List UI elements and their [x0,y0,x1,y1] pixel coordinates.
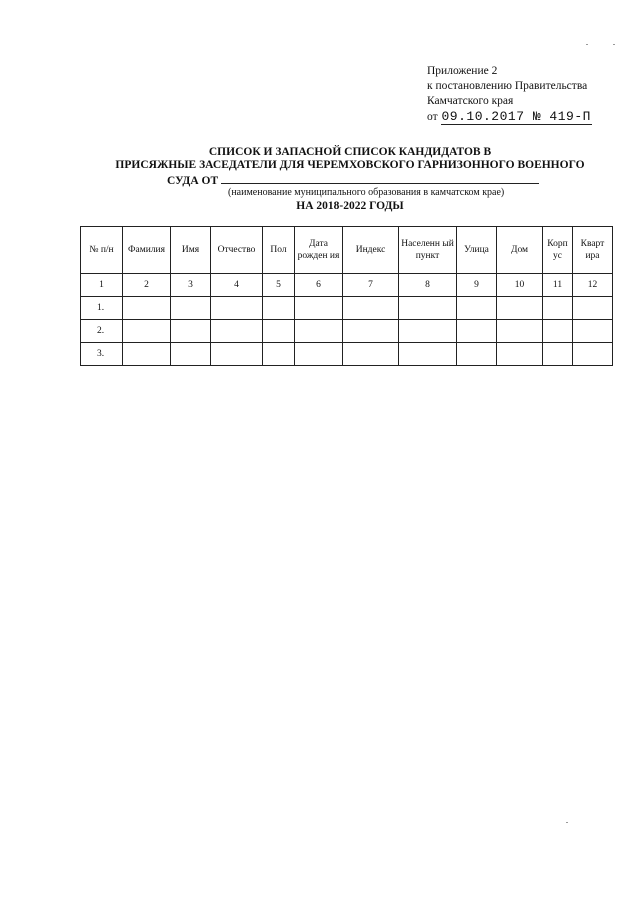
empty-cell [343,343,399,366]
header-cell: Дом [497,227,543,274]
column-number: 2 [123,274,171,297]
column-number-row [81,274,613,297]
appendix-block [427,64,592,125]
empty-cell [399,320,457,343]
empty-cell [543,320,573,343]
header-cell: Улица [457,227,497,274]
header-row [81,227,613,274]
municipality-note: (наименование муниципального образования в камчатском крае) [228,187,505,198]
column-number: 11 [543,274,573,297]
appendix-resolution: к постановлению Правительства [427,80,588,92]
column-number: 4 [211,274,263,297]
scan-speck [586,44,588,45]
empty-cell [343,320,399,343]
header-cell: Кварт ира [573,227,613,274]
empty-cell [295,343,343,366]
empty-cell [573,343,613,366]
document-title [80,146,620,172]
row-number: 3. [81,343,123,366]
empty-cell [171,297,211,320]
appendix-date-line [427,109,592,125]
date-prefix: от [427,111,438,123]
column-number: 8 [399,274,457,297]
column-number: 5 [263,274,295,297]
empty-cell [457,320,497,343]
empty-cell [497,320,543,343]
empty-cell [343,297,399,320]
table-row [81,297,613,320]
empty-cell [211,297,263,320]
header-cell: Имя [171,227,211,274]
header-cell: Пол [263,227,295,274]
empty-cell [171,320,211,343]
empty-cell [295,297,343,320]
header-cell: Индекс [343,227,399,274]
header-cell: Дата рожден ия [295,227,343,274]
column-number: 1 [81,274,123,297]
empty-cell [573,320,613,343]
empty-cell [399,343,457,366]
empty-cell [171,343,211,366]
empty-cell [543,343,573,366]
empty-cell [543,297,573,320]
header-cell: Отчество [211,227,263,274]
empty-cell [123,320,171,343]
scan-speck [566,822,568,823]
court-line [167,172,539,187]
resolution-date: 09.10.2017 № 419-П [441,109,591,124]
appendix-region: Камчатского края [427,95,514,107]
column-number: 3 [171,274,211,297]
empty-cell [263,343,295,366]
row-number: 2. [81,320,123,343]
empty-cell [497,343,543,366]
header-cell: № п/н [81,227,123,274]
empty-cell [263,320,295,343]
header-cell: Населенн ый пункт [399,227,457,274]
candidates-table [80,226,613,366]
empty-cell [497,297,543,320]
empty-cell [457,343,497,366]
header-cell: Фамилия [123,227,171,274]
column-number: 7 [343,274,399,297]
title-line-1: СПИСОК И ЗАПАСНОЙ СПИСОК КАНДИДАТОВ В [208,146,492,158]
empty-cell [573,297,613,320]
empty-cell [211,320,263,343]
appendix-title: Приложение 2 [427,65,498,77]
column-number: 9 [457,274,497,297]
empty-cell [399,297,457,320]
title-line-2: ПРИСЯЖНЫЕ ЗАСЕДАТЕЛИ ДЛЯ ЧЕРЕМХОВСКОГО ГАРНИЗОННОГО ВОЕННОГО [115,159,585,171]
scan-speck [613,44,615,45]
empty-cell [123,297,171,320]
years-heading: НА 2018-2022 ГОДЫ [296,200,404,212]
municipality-blank [221,172,539,184]
table-row [81,343,613,366]
column-number: 10 [497,274,543,297]
empty-cell [295,320,343,343]
column-number: 12 [573,274,613,297]
court-prefix: СУДА ОТ [167,175,219,187]
header-cell: Корп ус [543,227,573,274]
row-number: 1. [81,297,123,320]
empty-cell [123,343,171,366]
empty-cell [211,343,263,366]
empty-cell [457,297,497,320]
column-number: 6 [295,274,343,297]
table-row [81,320,613,343]
empty-cell [263,297,295,320]
